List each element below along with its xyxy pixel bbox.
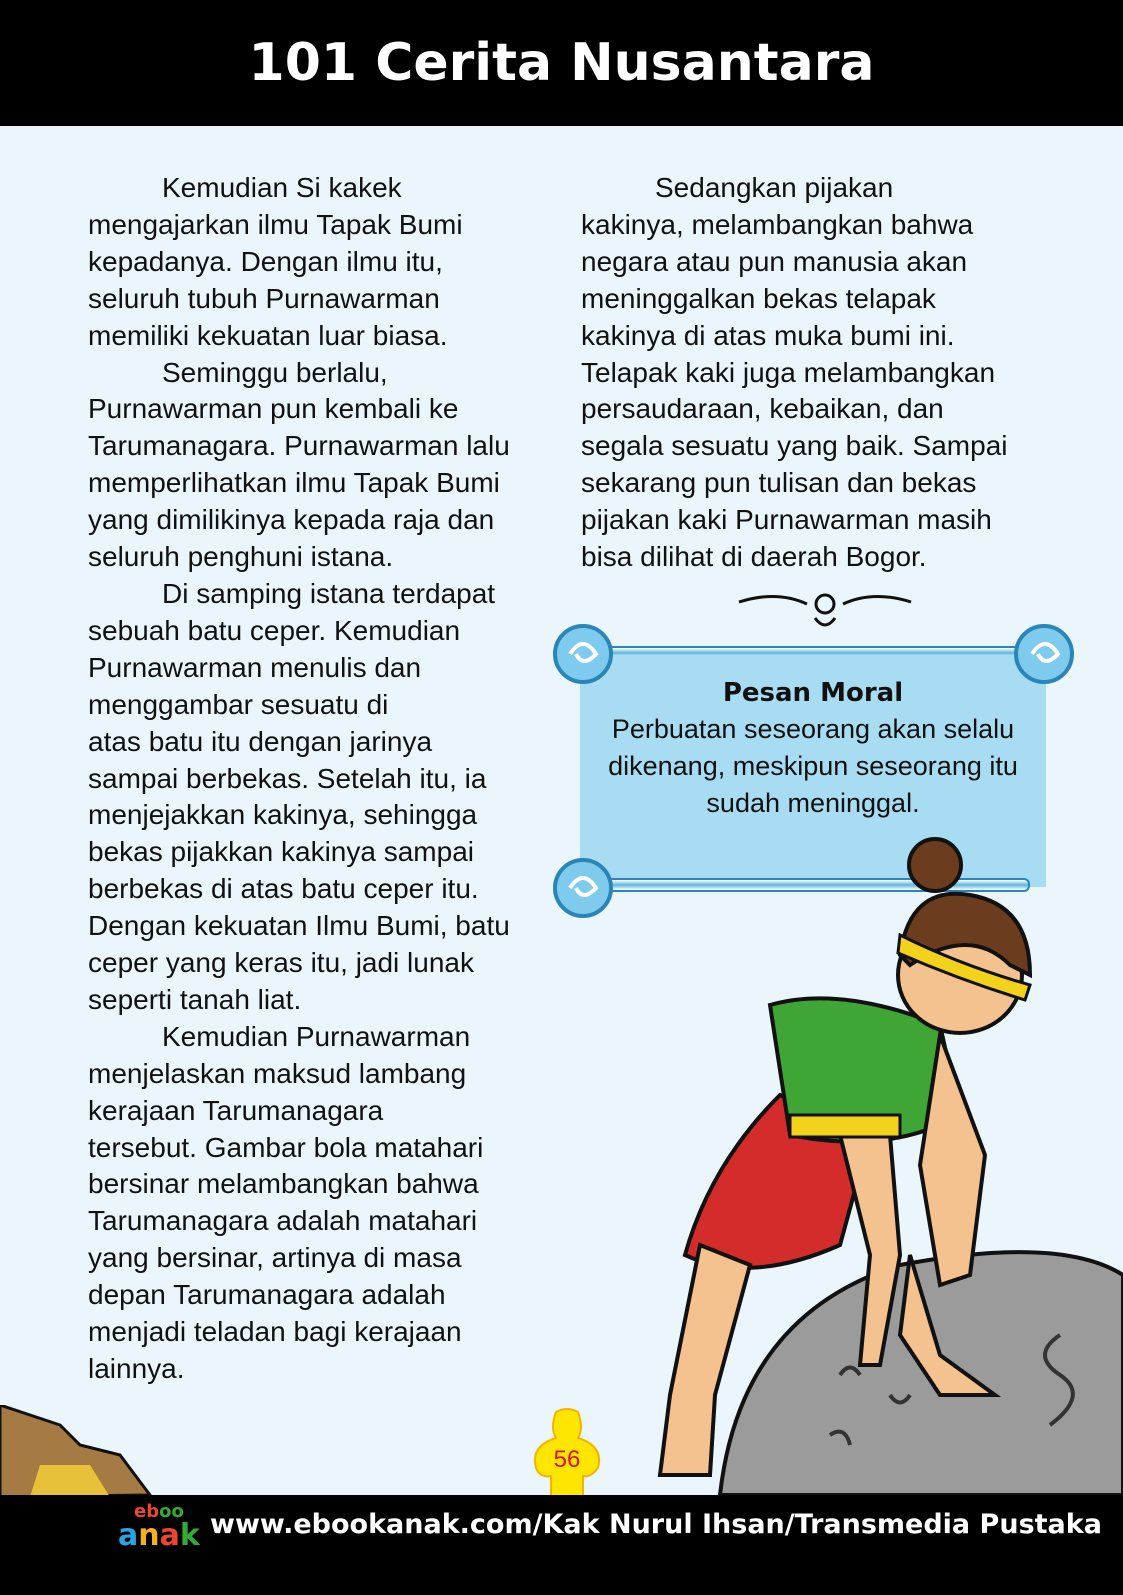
text-line: negara atau pun manusia akan — [581, 245, 968, 277]
text-line: atas batu itu dengan jarinya — [88, 725, 433, 757]
text-line: seluruh penghuni istana. — [88, 541, 394, 573]
text-line: sampai berbekas. Setelah itu, ia — [88, 762, 487, 794]
header-bar — [0, 0, 1123, 126]
text-line: lainnya. — [88, 1353, 185, 1384]
footer-bar — [0, 1495, 1123, 1595]
text-line: Dengan kekuatan Ilmu Bumi, batu — [88, 910, 510, 942]
text-line: menjejakkan kakinya, sehingga — [88, 799, 478, 831]
moral-title: Pesan Moral — [722, 678, 904, 708]
moral-line: dikenang, meskipun seseorang itu — [608, 751, 1018, 781]
text-line: meninggalkan bekas telapak — [581, 282, 936, 314]
rock-cliff-illustration — [0, 1405, 160, 1497]
text-line: memperlihatkan ilmu Tapak Bumi — [88, 467, 500, 499]
text-line: Kemudian Purnawarman — [162, 1020, 471, 1052]
text-line: Sedangkan pijakan — [655, 172, 894, 203]
text-line: pijakan kaki Purnawarman masih — [581, 504, 992, 536]
text-line: seluruh tubuh Purnawarman — [88, 282, 440, 314]
text-line: bersinar melambangkan bahwa — [88, 1168, 479, 1200]
left-text-column — [88, 170, 538, 1388]
text-line: kakinya, melambangkan bahwa — [581, 208, 974, 240]
text-line: sebuah batu ceper. Kemudian — [88, 614, 461, 646]
text-line: yang bersinar, artinya di masa — [88, 1242, 462, 1274]
text-line: seperti tanah liat. — [88, 983, 302, 1015]
scroll-ornament-icon — [992, 618, 1082, 690]
text-line: Kemudian Si kakek — [162, 172, 402, 203]
text-line: segala sesuatu yang baik. Sampai — [581, 430, 1008, 462]
text-line: menggambar sesuatu di — [88, 688, 389, 720]
text-line: Purnawarman menulis dan — [88, 651, 422, 683]
text-line: bisa dilihat di daerah Bogor. — [581, 541, 927, 573]
text-line: menjadi teladan bagi kerajaan — [88, 1316, 462, 1348]
text-line: kerajaan Tarumanagara — [88, 1094, 384, 1126]
text-line: Di samping istana terdapat — [162, 577, 496, 609]
right-text-column — [581, 170, 1021, 576]
footer-credit: www.ebookanak.com/Kak Nurul Ihsan/Transmedia Pustaka — [210, 1509, 1102, 1540]
text-line: persaudaraan, kebaikan, dan — [581, 393, 944, 425]
text-line: mengajarkan ilmu Tapak Bumi — [88, 208, 463, 240]
text-line: Tarumanagara. Purnawarman lalu — [88, 430, 510, 462]
text-line: Tarumanagara adalah matahari — [88, 1205, 478, 1237]
moral-line: Perbuatan seseorang akan selalu — [611, 714, 1015, 744]
scroll-ornament-icon — [545, 852, 635, 924]
book-title: 101 Cerita Nusantara — [248, 33, 875, 93]
text-line: menjelaskan maksud lambang — [88, 1057, 467, 1089]
ebookanak-logo: eboo anak — [118, 1501, 200, 1553]
purnawarman-illustration — [640, 835, 1123, 1495]
text-line: Telapak kaki juga melambangkan — [581, 356, 996, 388]
scroll-ornament-icon — [545, 618, 635, 690]
text-line: tersebut. Gambar bola matahari — [88, 1131, 484, 1163]
text-line: bekas pijakkan kakinya sampai — [88, 836, 474, 868]
page-number-badge — [528, 1408, 606, 1504]
text-line: Seminggu berlalu, — [162, 356, 388, 388]
text-line: kakinya di atas muka bumi ini. — [581, 319, 955, 351]
text-line: kepadanya. Dengan ilmu itu, — [88, 245, 443, 277]
text-line: ceper yang keras itu, jadi lunak — [88, 947, 474, 979]
text-line: berbekas di atas batu ceper itu. — [88, 873, 479, 905]
text-line: memiliki kekuatan luar biasa. — [88, 319, 448, 351]
text-line: Purnawarman pun kembali ke — [88, 393, 459, 425]
page-number: 56 — [553, 1446, 581, 1473]
text-line: depan Tarumanagara adalah — [88, 1279, 446, 1311]
text-line: sekarang pun tulisan dan bekas — [581, 467, 977, 499]
moral-line: sudah meninggal. — [706, 788, 920, 818]
text-line: yang dimilikinya kepada raja dan — [88, 504, 495, 536]
divider-ornament-icon — [737, 588, 913, 632]
